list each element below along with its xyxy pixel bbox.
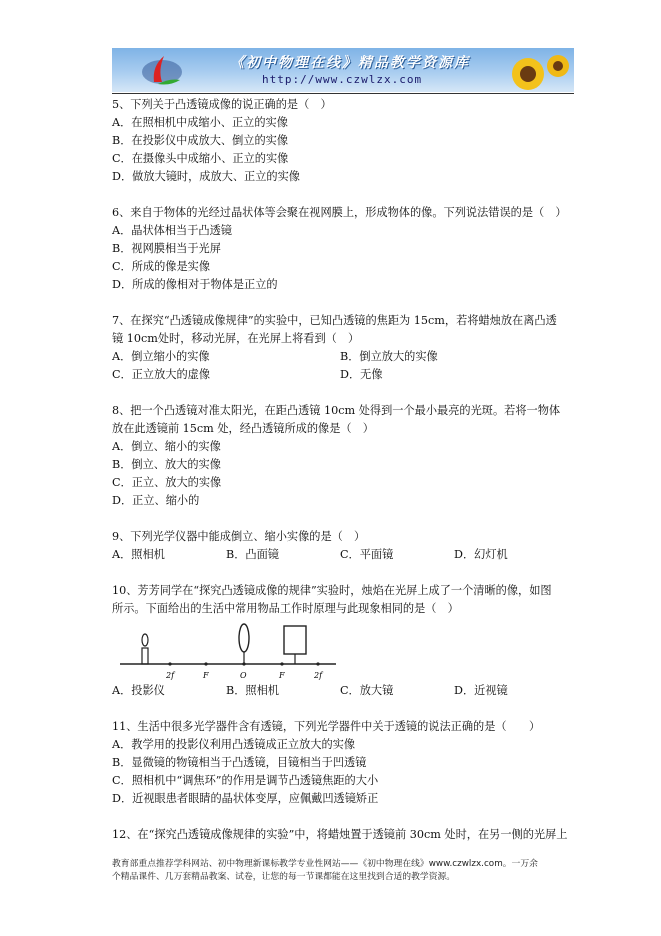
- question-stem: 5、下列关于凸透镜成像的说正确的是（ ）: [112, 98, 332, 111]
- option: C．所成的像是实像: [112, 260, 211, 273]
- option: D．近视眼患者眼睛的晶状体变厚，应佩戴凹透镜矫正: [112, 792, 379, 805]
- question-stem: 7、在探究“凸透镜成像规律”的实验中，已知凸透镜的焦距为 15cm，若将蜡烛放在离凸透: [112, 314, 557, 327]
- label-o: O: [240, 671, 247, 680]
- option: D．无像: [340, 368, 383, 381]
- question-10: [112, 582, 582, 700]
- option: B．在投影仪中成放大、倒立的实像: [112, 134, 289, 147]
- option: A．照相机: [112, 548, 165, 561]
- option: D．近视镜: [454, 684, 508, 697]
- option: C．在摄像头中成缩小、正立的实像: [112, 152, 289, 165]
- option: C．正立、放大的实像: [112, 476, 222, 489]
- convex-lens-icon: [239, 624, 249, 652]
- option: C．放大镜: [340, 684, 394, 697]
- option: A．倒立缩小的实像: [112, 350, 210, 363]
- option: A．投影仪: [112, 684, 165, 697]
- label-2f-left: 2f: [166, 671, 175, 680]
- option: C．平面镜: [340, 548, 394, 561]
- question-5: [112, 96, 582, 186]
- question-list: [112, 96, 582, 844]
- page-footer: [112, 858, 574, 884]
- question-stem: 6、来自于物体的光经过晶状体等会聚在视网膜上，形成物体的像。下列说法错误的是（ ）: [112, 206, 567, 219]
- option: D．正立、缩小的: [112, 494, 200, 507]
- flame-icon: [142, 634, 148, 646]
- question-stem: 8、把一个凸透镜对准太阳光，在距凸透镜 10cm 处得到一个最小最亮的光斑。若将一物体: [112, 404, 561, 417]
- header-banner: [112, 48, 574, 92]
- label-2f-right: 2f: [314, 671, 323, 680]
- header-divider: [112, 93, 574, 94]
- label-f-right: F: [279, 671, 285, 680]
- question-stem: 10、芳芳同学在“探究凸透镜成像的规律”实验时，烛焰在光屏上成了一个清晰的像，如图: [112, 584, 552, 597]
- option: B．显微镜的物镜相当于凸透镜，目镜相当于凹透镜: [112, 756, 367, 769]
- option: B．照相机: [226, 684, 279, 697]
- option: B．视网膜相当于光屏: [112, 242, 221, 255]
- question-8: [112, 402, 582, 510]
- option: D．做放大镜时，成放大、正立的实像: [112, 170, 300, 183]
- option: A．在照相机中成缩小、正立的实像: [112, 116, 288, 129]
- question-11: [112, 718, 582, 808]
- option: B．倒立、放大的实像: [112, 458, 221, 471]
- question-stem: 镜 10cm处时，移动光屏，在光屏上将看到（ ）: [112, 332, 360, 345]
- option: B．凸面镜: [226, 548, 279, 561]
- option: B．倒立放大的实像: [340, 350, 438, 363]
- option: A．教学用的投影仪利用凸透镜成正立放大的实像: [112, 738, 356, 751]
- question-stem: 所示。下面给出的生活中常用物品工作时原理与此现象相同的是（ ）: [112, 602, 459, 615]
- question-stem: 11、生活中很多光学器件含有透镜，下列光学器件中关于透镜的说法正确的是（ ）: [112, 720, 541, 733]
- question-stem: 放在此透镜前 15cm 处，经凸透镜所成的像是（ ）: [112, 422, 374, 435]
- banner-url[interactable]: http://www.czwlzx.com: [262, 73, 423, 86]
- option: D．所成的像相对于物体是正立的: [112, 278, 278, 291]
- optics-bench-diagram: [112, 622, 342, 682]
- candle-icon: [142, 648, 148, 664]
- question-9: [112, 528, 582, 564]
- logo-icon: [140, 52, 184, 88]
- footer-line: 个精品课件、几万套精品教案、试卷，让您的每一节课都能在这里找到合适的教学资源。: [112, 872, 456, 882]
- label-f-left: F: [203, 671, 209, 680]
- option: A．倒立、缩小的实像: [112, 440, 221, 453]
- optics-bench-figure: [112, 622, 582, 682]
- question-stem: 12、在“探究凸透镜成像规律的实验”中，将蜡烛置于透镜前 30cm 处时，在另一侧的光屏上: [112, 828, 568, 841]
- option: C．正立放大的虚像: [112, 368, 211, 381]
- question-12: [112, 826, 582, 844]
- light-screen-icon: [284, 626, 306, 654]
- footer-line: 教育部重点推荐学科网站、初中物理新课标教学专业性网站——《初中物理在线》www.czwlzx.com。一万余: [112, 859, 538, 869]
- question-stem: 9、下列光学仪器中能成倒立、缩小实像的是（ ）: [112, 530, 366, 543]
- sunflower-icon: [498, 48, 570, 92]
- option: D．幻灯机: [454, 548, 508, 561]
- option: A．晶状体相当于凸透镜: [112, 224, 232, 237]
- banner-title: 《初中物理在线》精品教学资源库: [230, 55, 470, 71]
- question-7: [112, 312, 582, 384]
- option: C．照相机中“调焦环”的作用是调节凸透镜焦距的大小: [112, 774, 379, 787]
- question-6: [112, 204, 582, 294]
